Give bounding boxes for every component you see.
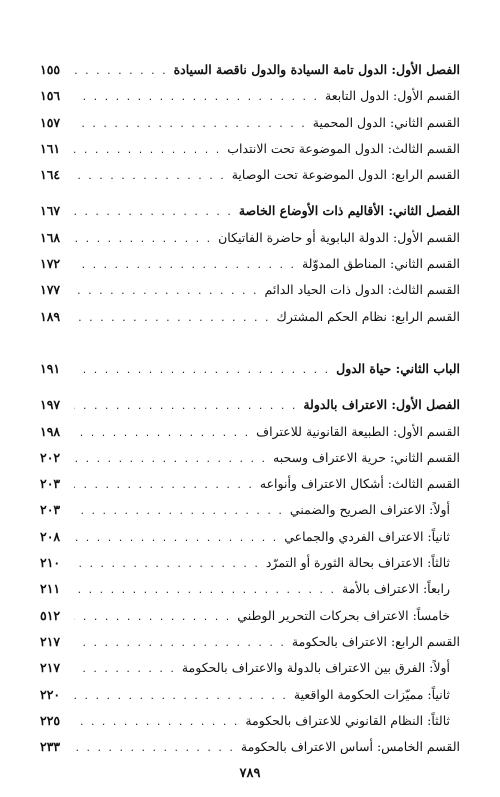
toc-subsection-entry <box>40 502 460 528</box>
toc-entry-title: القسم الأول: الطبيعة القانونية للاعتراف <box>256 423 460 439</box>
dot-leader <box>74 90 325 103</box>
toc-section-entry <box>40 476 460 502</box>
dot-leader <box>74 452 273 465</box>
toc-entry-page: ٢١٠ <box>40 555 61 571</box>
toc-chapter-heading <box>40 203 460 229</box>
dot-leader <box>74 117 313 130</box>
toc-entry-title: القسم الرابع: الدول الموضوعة تحت الوصاية <box>231 167 460 183</box>
toc-entry-page: ١٦٤ <box>40 167 61 183</box>
dot-leader <box>74 205 239 218</box>
toc-section-entry <box>40 167 460 193</box>
toc-section-entry <box>40 739 460 765</box>
dot-leader <box>74 478 260 491</box>
toc-entry-page: ١٥٧ <box>40 114 61 130</box>
dot-leader <box>74 399 303 412</box>
dot-leader <box>74 504 290 517</box>
toc-entry-title: القسم الأول: الدول التابعة <box>325 88 460 104</box>
toc-entry-page: ١٥٦ <box>40 88 61 104</box>
dot-leader <box>74 143 227 156</box>
toc-entry-title: ثانياً: الاعتراف الفردي والجماعي <box>284 528 450 544</box>
toc-entry-title: الفصل الأول: الاعتراف بالدولة <box>303 397 460 413</box>
toc-entry-title: الفصل الأول: الدول تامة السيادة والدول ناقصة السيادة <box>173 62 460 77</box>
dot-leader <box>74 232 218 245</box>
toc-entry-title: القسم الأول: الدولة البابوية أو حاضرة الفاتيكان <box>218 229 460 245</box>
toc-entry-page: ٢٢٠ <box>40 686 61 702</box>
toc-section-entry <box>40 309 460 335</box>
toc-subsection-entry <box>40 608 460 634</box>
dot-leader <box>74 741 241 754</box>
toc-subsection-entry <box>40 581 460 607</box>
toc-section-entry <box>40 141 460 167</box>
dot-leader <box>74 636 292 649</box>
dot-leader <box>74 311 277 324</box>
dot-leader <box>74 557 266 570</box>
toc-entry-title: القسم الثالث: الدول ذات الحياد الدائم <box>264 282 460 298</box>
toc-entry-title: القسم الثاني: الدول المحمية <box>312 114 460 130</box>
toc-part-heading <box>40 361 460 387</box>
toc-entry-page: ٢١١ <box>40 581 61 597</box>
toc-subsection-entry <box>40 687 460 713</box>
dot-leader <box>74 284 265 297</box>
toc-section-entry <box>40 424 460 450</box>
toc-chapter-heading <box>40 397 460 423</box>
table-of-contents <box>40 62 460 765</box>
toc-entry-page: ٢١٧ <box>40 660 61 676</box>
toc-entry-title: القسم الثاني: حرية الاعتراف وسحبه <box>273 449 460 465</box>
toc-entry-title: القسم الرابع: الاعتراف بالحكومة <box>291 633 460 649</box>
toc-section-entry <box>40 450 460 476</box>
toc-entry-page: ٢٠٨ <box>40 528 61 544</box>
toc-entry-page: ١٦٧ <box>40 203 61 219</box>
toc-subsection-entry <box>40 555 460 581</box>
toc-entry-page: ١٨٩ <box>40 308 61 324</box>
dot-leader <box>74 258 302 271</box>
toc-entry-title: القسم الثاني: المناطق المدوّلة <box>301 256 460 272</box>
toc-entry-title: أولاً: الاعتراف الصريح والضمني <box>289 502 450 518</box>
dot-leader <box>74 610 237 623</box>
toc-entry-page: ٢١٧ <box>40 633 61 649</box>
dot-leader <box>74 64 174 77</box>
toc-section-entry <box>40 230 460 256</box>
toc-entry-title: الفصل الثاني: الأقاليم ذات الأوضاع الخاصة <box>238 203 460 219</box>
toc-entry-page: ٢٣٣ <box>40 739 61 755</box>
toc-entry-page: ١٧٧ <box>40 282 61 298</box>
dot-leader <box>74 531 284 544</box>
toc-section-entry <box>40 88 460 114</box>
dot-leader <box>74 689 294 702</box>
toc-entry-page: ٢٠٣ <box>40 476 61 492</box>
dot-leader <box>74 583 342 596</box>
toc-entry-page: ١٧٢ <box>40 256 61 272</box>
toc-entry-page: ١٦٨ <box>40 229 61 245</box>
toc-entry-page: ١٦١ <box>40 140 61 156</box>
toc-entry-page: ١٩٨ <box>40 423 61 439</box>
dot-leader <box>74 715 245 728</box>
toc-entry-page: ٢٠٣ <box>40 502 61 518</box>
page-number: ٧٨٩ <box>239 766 261 781</box>
toc-subsection-entry <box>40 529 460 555</box>
toc-subsection-entry <box>40 660 460 686</box>
toc-entry-title: أولاً: الفرق بين الاعتراف بالدولة والاعتراف بالحكومة <box>181 660 450 676</box>
toc-entry-page: ١٥٥ <box>40 62 61 77</box>
toc-entry-title: القسم الخامس: أساس الاعتراف بالحكومة <box>240 739 460 755</box>
toc-entry-page: ١٩١ <box>40 360 61 376</box>
dot-leader <box>74 662 182 675</box>
dot-leader <box>74 363 336 376</box>
toc-chapter-heading <box>40 62 460 88</box>
toc-subsection-entry <box>40 713 460 739</box>
toc-entry-title: خامساً: الاعتراف بحركات التحرير الوطني <box>237 607 450 623</box>
toc-section-entry <box>40 634 460 660</box>
toc-section-entry <box>40 115 460 141</box>
dot-leader <box>74 169 232 182</box>
toc-section-entry <box>40 256 460 282</box>
toc-entry-title: القسم الثالث: الدول الموضوعة تحت الانتداب <box>227 140 460 156</box>
toc-entry-title: ثالثاً: الاعتراف بحالة الثورة أو التمرّد <box>265 555 450 571</box>
dot-leader <box>74 426 256 439</box>
toc-entry-page: ٥١٢ <box>40 607 61 623</box>
toc-entry-title: الباب الثاني: حياة الدول <box>336 360 460 376</box>
toc-entry-title: القسم الثالث: أشكال الاعتراف وأنواعه <box>259 476 460 492</box>
toc-entry-page: ٢٠٢ <box>40 449 61 465</box>
toc-entry-page: ٢٢٥ <box>40 712 61 728</box>
toc-entry-title: ثالثاً: النظام القانوني للاعتراف بالحكومة <box>245 712 450 728</box>
toc-section-entry <box>40 282 460 308</box>
toc-entry-title: رابعاً: الاعتراف بالأمة <box>342 581 450 597</box>
toc-entry-title: القسم الرابع: نظام الحكم المشترك <box>276 308 460 324</box>
toc-entry-title: ثانياً: مميّزات الحكومة الواقعية <box>293 686 450 702</box>
toc-entry-page: ١٩٧ <box>40 397 61 413</box>
